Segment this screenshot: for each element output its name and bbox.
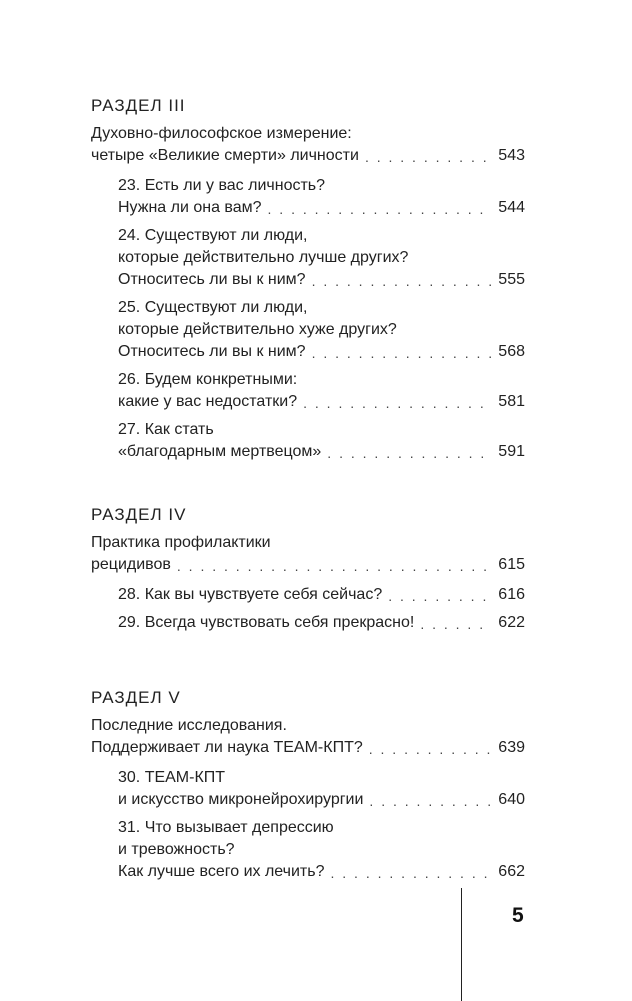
chapter-title-line: 23. Есть ли у вас личность? [118, 177, 326, 194]
page-ref: 591 [498, 443, 525, 460]
chapter-entry-31[interactable] [118, 817, 525, 883]
chapter-last-line [118, 269, 525, 291]
chapter-title-line: которые действительно хуже других? [118, 321, 397, 338]
chapter-title-text: 29. Всегда чувствовать себя прекрасно! [118, 614, 415, 631]
dot-leader [312, 271, 493, 291]
chapter-title-text: Относитесь ли вы к ним? [118, 343, 306, 360]
section-title-entry[interactable] [91, 737, 525, 759]
section-title-entry[interactable] [91, 145, 525, 167]
section-heading: РАЗДЕЛ IV [91, 505, 187, 524]
dot-leader [365, 147, 492, 167]
page-ref: 639 [498, 739, 525, 756]
chapter-entry-24[interactable] [118, 225, 525, 291]
chapter-title-line: 27. Как стать [118, 421, 214, 438]
section-title-text: Поддерживает ли наука ТЕАМ-КПТ? [91, 739, 363, 756]
page-ref: 555 [498, 271, 525, 288]
chapter-entry-28[interactable] [118, 584, 525, 606]
section-heading: РАЗДЕЛ V [91, 688, 181, 707]
chapter-entry-30[interactable] [118, 767, 525, 811]
page-ref: 544 [498, 199, 525, 216]
section-title [91, 123, 525, 167]
chapter-title-line: 24. Существуют ли люди, [118, 227, 308, 244]
section-heading: РАЗДЕЛ III [91, 96, 186, 115]
dot-leader [420, 614, 492, 634]
section-title-line: Духовно-философское измерение: [91, 125, 352, 142]
chapter-title-text: Как лучше всего их лечить? [118, 863, 325, 880]
chapter-title-text: Нужна ли она вам? [118, 199, 262, 216]
chapter-last-line [118, 391, 525, 413]
chapter-title-text: «благодарным мертвецом» [118, 443, 322, 460]
dot-leader [312, 343, 493, 363]
section-4 [91, 503, 525, 634]
dot-leader [177, 556, 492, 576]
dot-leader [369, 739, 493, 759]
chapter-title-line: которые действительно лучше других? [118, 249, 409, 266]
vertical-rule [461, 888, 462, 1001]
page-ref: 581 [498, 393, 525, 410]
page-ref: 640 [498, 791, 525, 808]
page-ref: 615 [498, 556, 525, 573]
chapter-title-line: и тревожность? [118, 841, 235, 858]
page-ref: 662 [498, 863, 525, 880]
chapter-last-line [118, 441, 525, 463]
page-ref: 616 [498, 586, 525, 603]
dot-leader [330, 863, 492, 883]
chapter-last-line [118, 861, 525, 883]
section-title [91, 532, 525, 576]
chapter-title-line: 25. Существуют ли люди, [118, 299, 308, 316]
chapter-entry-27[interactable] [118, 419, 525, 463]
chapter-entry-29[interactable] [118, 612, 525, 634]
chapter-entry-23[interactable] [118, 175, 525, 219]
dot-leader [268, 199, 493, 219]
chapter-last-line [118, 584, 525, 606]
section-3 [91, 94, 525, 463]
chapter-title-text: и искусство микронейрохирургии [118, 791, 364, 808]
section-title-entry[interactable] [91, 554, 525, 576]
page-ref: 568 [498, 343, 525, 360]
dot-leader [369, 791, 492, 811]
chapter-last-line [118, 789, 525, 811]
chapter-title-line: 26. Будем конкретными: [118, 371, 298, 388]
chapter-last-line [118, 341, 525, 363]
dot-leader [388, 586, 492, 606]
section-5 [91, 686, 525, 883]
chapter-entry-25[interactable] [118, 297, 525, 363]
chapter-entry-26[interactable] [118, 369, 525, 413]
section-title-text: четыре «Великие смерти» личности [91, 147, 359, 164]
chapter-title-text: 28. Как вы чувствуете себя сейчас? [118, 586, 383, 603]
page-ref: 622 [498, 614, 525, 631]
chapter-title-line: 31. Что вызывает депрессию [118, 819, 334, 836]
section-title [91, 715, 525, 759]
dot-leader [327, 443, 492, 463]
section-title-line: Практика профилактики [91, 534, 271, 551]
page-number: 5 [512, 904, 524, 927]
dot-leader [303, 393, 492, 413]
chapter-last-line [118, 197, 525, 219]
section-title-line: Последние исследования. [91, 717, 287, 734]
chapter-title-line: 30. ТЕАМ-КПТ [118, 769, 226, 786]
page-ref: 543 [498, 147, 525, 164]
section-title-text: рецидивов [91, 556, 171, 573]
chapter-title-text: Относитесь ли вы к ним? [118, 271, 306, 288]
chapter-last-line [118, 612, 525, 634]
chapter-title-text: какие у вас недостатки? [118, 393, 298, 410]
